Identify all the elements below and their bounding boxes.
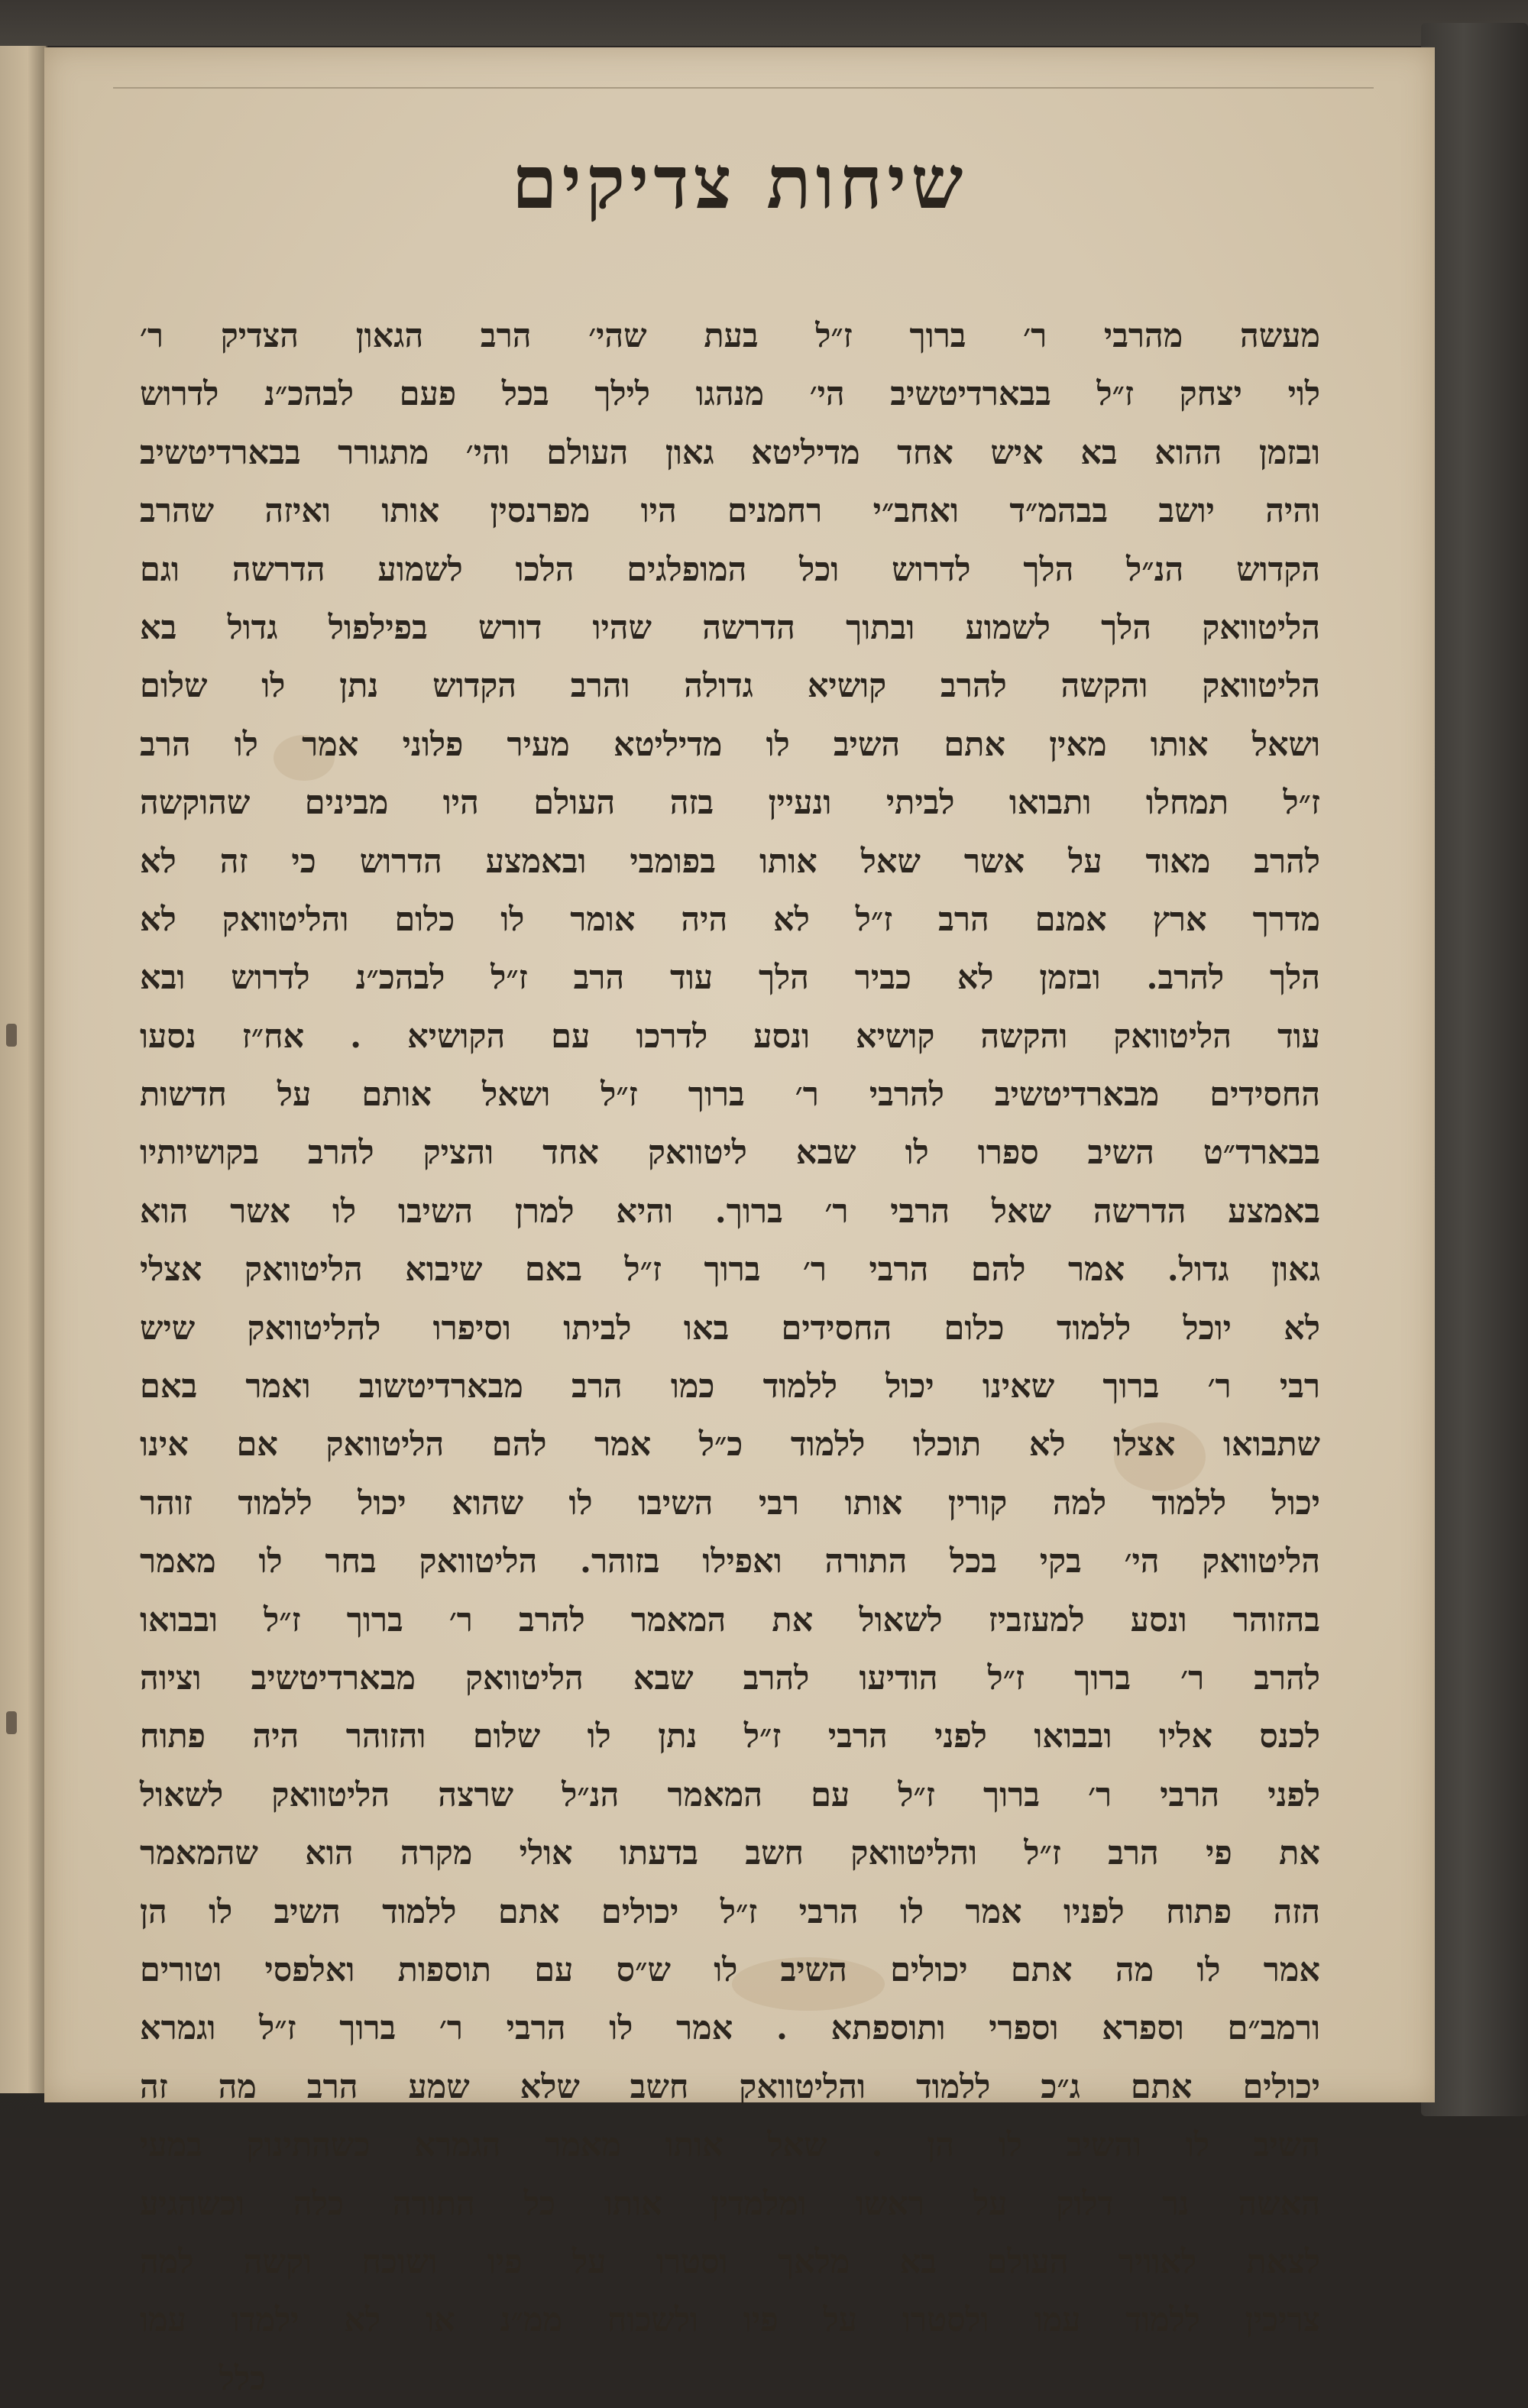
page-header-rule — [113, 87, 1374, 89]
text-line: הלך להרב. ובזמן לא כביר הלך עוד הרב ז״ל לבהכ״נ לדרוש ובא — [140, 959, 1320, 998]
text-line: יכולים אתם ג״כ ללמוד והליטוואק חשב שלא שמע הרב מה זה — [140, 2067, 1320, 2106]
text-line: הליטוואק הי׳ בקי בכל התורה ואפילו בזוהר. הליטוואק בחר לו מאמר — [140, 1542, 1320, 1581]
text-line-final-word: כלל — [219, 2359, 266, 2398]
text-line: להרב ר׳ ברוך ז״ל הודיעו להרב שבא הליטוואק מבארדיטשיב וציוה — [140, 1659, 1320, 1698]
text-line: צריכין ללמוד עמו ולסטרו על פיו ולשכוח ממ״נ או לא ילמדו עמו — [140, 2301, 1320, 2340]
binding-stitch — [6, 1711, 17, 1734]
page-title: שיחות צדיקים — [511, 139, 968, 225]
text-line: האשה נר דלוק על ראשו ומלמדין אותו כל התורה כלה וכשהגיע — [140, 2184, 1320, 2223]
text-line: להרב מאוד על אשר שאל אותו בפומבי ובאמצע הדרוש כי זה לא — [140, 842, 1320, 881]
text-line: ז״ל תמחלו ותבואו לביתי ונעיין בזה העולם היו מבינים שהוקשה — [140, 784, 1320, 823]
left-page-edge — [0, 46, 47, 2093]
text-line: הזה פתוח לפניו אמר לו הרבי ז״ל יכולים אתם ללמוד השיב לו הן — [140, 1892, 1320, 1931]
text-line: בבארד״ט השיב ספרו לו שבא ליטוואק אחד והציק להרב בקושיותיו — [140, 1134, 1320, 1173]
binding-stitch — [6, 1024, 17, 1047]
text-line: ושאל אותו מאין אתם השיב לו מדיליטא מעיר פלוני אמר לו הרב — [140, 725, 1320, 764]
book-page — [44, 47, 1435, 2398]
text-line: באמצע הדרשה שאל הרבי ר׳ ברוך. והיא למרן השיבו לו אשר הוא — [140, 1192, 1320, 1231]
text-line: הקדוש הנ״ל הלך לדרוש וכל המופלגים הלכו לשמוע הדרשה וגם — [140, 550, 1320, 589]
text-line: ורמב״ם וספרא וספרי ותוספתא . אמר לו הרבי ר׳ ברוך ז״ל וגמרא — [140, 2009, 1320, 2048]
text-line: בהזוהר ונסע למעזביז לשאול את המאמר להרב ר׳ ברוך ז״ל ובבואו — [140, 1600, 1320, 1639]
text-line: לצאת לאוויר העולם בא מלאך וסטרו על פיו ושוכח וקשה למה — [140, 2242, 1320, 2281]
text-line: יכול ללמוד למה קורין אותו רבי השיבו לו שהוא יכול ללמוד זוהר — [140, 1484, 1320, 1523]
book-cover-top-edge — [0, 0, 1528, 46]
text-line: החסידים מבארדיטשיב להרבי ר׳ ברוך ז״ל ושאל אותם על חדשות — [140, 1076, 1320, 1115]
text-line: אמר לו מה אתם יכולים השיב לו ש״ס עם תוספות ואלפסי וטורים — [140, 1950, 1320, 1989]
text-line: מדרך ארץ אמנם הרב ז״ל לא היה אומר לו כלום והליטוואק לא — [140, 900, 1320, 939]
text-line: עוד הליטוואק והקשה קושיא ונסע לדרכו עם הקושיא . אח״ז נסעו — [140, 1017, 1320, 1056]
text-line: לא יוכל ללמוד כלום החסידים באו לביתו וסיפרו להליטוואק שיש — [140, 1309, 1320, 1348]
book-cover-right-edge — [1421, 23, 1528, 2116]
text-line: והיה יושב בבהמ״ד ואחב״י רחמנים היו מפרנסין אותו ואיזה שהרב — [140, 492, 1320, 531]
text-line: ובזמן ההוא בא איש אחד מדיליטא גאון העולם והי׳ מתגורר בבארדיטשיב — [140, 433, 1320, 472]
text-line: גאון גדול. אמר להם הרבי ר׳ ברוך ז״ל באם שיבוא הליטוואק אצלי — [140, 1251, 1320, 1290]
text-line: השיב לו והשיב לו הן . שאל אותו מאמר הגמרא כשהתינוק במעי — [140, 2126, 1320, 2165]
text-line: רבי ר׳ ברוך שאינו יכול ללמוד כמו הרב מבארדיטשוב ואמר באם — [140, 1367, 1320, 1406]
text-line: את פי הרב ז״ל והליטוואק חשב בדעתו אולי מקרה הוא שהמאמר — [140, 1834, 1320, 1873]
text-line: לפני הרבי ר׳ ברוך ז״ל עם המאמר הנ״ל שרצה הליטוואק לשאול — [140, 1775, 1320, 1814]
text-line: הליטוואק והקשה להרב קושיא גדולה והרב הקדוש נתן לו שלום — [140, 667, 1320, 706]
text-line: לכנס אליו ובבואו לפני הרבי ז״ל נתן לו שלום והזוהר היה פתוח — [140, 1717, 1320, 1756]
text-line: מעשה מהרבי ר׳ ברוך ז״ל בעת שהי׳ הרב הגאון הצדיק ר׳ — [140, 317, 1320, 355]
text-line: הליטוואק הלך לשמוע ובתוך הדרשה שהיו דורש בפילפול גדול בא — [140, 608, 1320, 647]
text-line: לוי יצחק ז״ל בבארדיטשיב הי׳ מנהגו לילך בכל פעם לבהכ״נ לדרוש — [140, 375, 1320, 414]
body-text — [140, 307, 1320, 2408]
text-line: שתבואו אצלו לא תוכלו ללמוד כ״ל אמר להם הליטוואק אם אינו — [140, 1426, 1320, 1465]
